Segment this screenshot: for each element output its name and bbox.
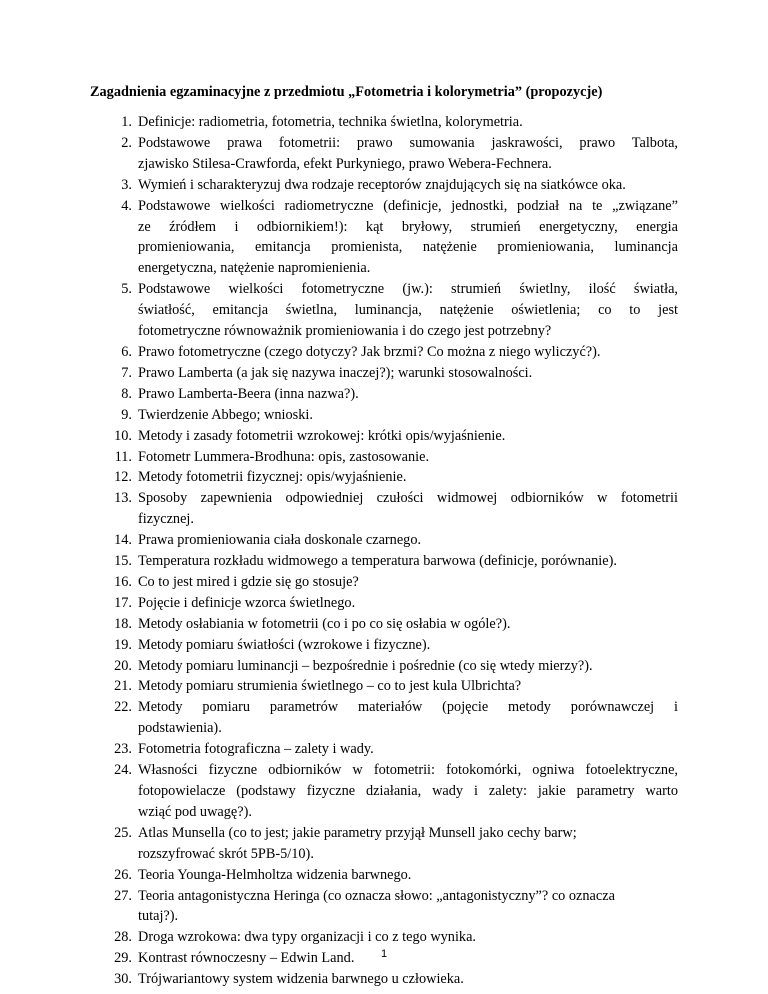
list-item xyxy=(98,614,678,635)
item-number: 18. xyxy=(114,615,132,632)
list-item xyxy=(98,656,678,677)
list-item xyxy=(98,823,678,865)
list-item xyxy=(98,342,678,363)
item-text-line: Prawo Lamberta-Beera (inna nazwa?). xyxy=(138,385,359,402)
item-text-line: Podstawowe wielkości fotometryczne (jw.): strumień świetlny, ilość światła, xyxy=(138,281,678,298)
item-number: 19. xyxy=(114,636,132,653)
item-text-line: Własności fizyczne odbiorników w fotometrii: fotokomórki, ogniwa fotoelektryczne, xyxy=(138,762,678,779)
item-number: 11. xyxy=(114,448,132,465)
list-item xyxy=(98,133,678,175)
item-text-line: wziąć pod uwagę?). xyxy=(138,803,252,820)
list-item xyxy=(98,760,678,823)
item-number: 5. xyxy=(121,281,132,298)
item-text-line: Definicje: radiometria, fotometria, technika świetlna, kolorymetria. xyxy=(138,114,523,130)
item-text-line: fotopowielacze (podstawy fizyczne działania, wady i zalety: jakie parametry warto xyxy=(138,783,678,799)
list-item xyxy=(98,927,678,948)
item-text-line: Metody i zasady fotometrii wzrokowej: krótki opis/wyjaśnienie. xyxy=(138,427,506,444)
item-number: 8. xyxy=(121,385,132,402)
item-text-line: promieniowania, emitancja promienista, natężenie promieniowania, luminancja xyxy=(138,239,678,256)
item-text-line: Teoria Younga-Helmholtza widzenia barwnego. xyxy=(138,866,412,883)
item-text-line: Fotometria fotograficzna – zalety i wady. xyxy=(138,741,374,758)
list-item xyxy=(98,196,678,280)
item-number: 16. xyxy=(114,573,132,590)
item-number: 15. xyxy=(114,553,132,570)
item-text-line: fizycznej. xyxy=(138,511,194,528)
item-text-line: Twierdzenie Abbego; wnioski. xyxy=(138,406,313,423)
item-text-line: Podstawowe wielkości radiometryczne (definicje, jednostki, podział na te „związane” xyxy=(138,197,678,214)
list-item xyxy=(98,488,678,530)
item-text-line: tutaj?). xyxy=(138,908,179,925)
list-item xyxy=(98,969,678,990)
item-number: 21. xyxy=(114,678,132,695)
item-number: 12. xyxy=(114,469,132,486)
item-text-line: Prawo Lamberta (a jak się nazywa inaczej?); warunki stosowalności. xyxy=(138,364,533,381)
item-number: 22. xyxy=(114,699,132,716)
item-text-line: Wymień i scharakteryzuj dwa rodzaje receptorów znajdujących się na siatkówce oka. xyxy=(138,176,626,193)
item-number: 9. xyxy=(121,406,132,423)
list-item xyxy=(98,676,678,697)
item-number: 3. xyxy=(121,176,132,193)
item-text-line: fotometryczne równoważnik promieniowania i do czego jest potrzebny? xyxy=(138,323,552,340)
item-text-line: Metody osłabiania w fotometrii (co i po co się osłabia w ogóle?). xyxy=(138,615,511,632)
item-text-line: Kontrast równoczesny – Edwin Land. xyxy=(138,950,355,967)
item-number: 7. xyxy=(121,364,132,381)
item-text-line: Temperatura rozkładu widmowego a temperatura barwowa (definicje, porównanie). xyxy=(138,553,617,570)
item-number: 28. xyxy=(114,929,132,946)
list-item xyxy=(98,551,678,572)
item-text-line: Metody pomiaru strumienia świetlnego – co to jest kula Ulbrichta? xyxy=(138,678,522,695)
item-text-line: energetyczna, natężenie napromienienia. xyxy=(138,260,371,277)
item-number: 23. xyxy=(114,741,132,758)
list-item xyxy=(98,279,678,342)
list-item xyxy=(98,530,678,551)
item-text-line: Prawa promieniowania ciała doskonale czarnego. xyxy=(138,532,422,549)
item-text-line: Metody fotometrii fizycznej: opis/wyjaśnienie. xyxy=(138,469,407,486)
item-text-line: światłość, emitancja świetlna, luminancja, natężenie oświetlenia; co to jest xyxy=(138,302,678,319)
item-text-line: podstawienia). xyxy=(138,720,222,737)
item-number: 13. xyxy=(114,490,132,507)
item-text-line: Atlas Munsella (co to jest; jakie parametry przyjął Munsell jako cechy barw; xyxy=(138,824,577,841)
item-number: 6. xyxy=(121,343,132,360)
item-number: 20. xyxy=(114,657,132,674)
list-item xyxy=(98,405,678,426)
list-item xyxy=(98,593,678,614)
item-text-line: Droga wzrokowa: dwa typy organizacji i co z tego wynika. xyxy=(138,929,476,946)
item-number: 14. xyxy=(114,532,132,549)
item-text-line: Pojęcie i definicje wzorca świetlnego. xyxy=(138,594,356,611)
item-number: 26. xyxy=(114,866,132,883)
item-text-line: Metody pomiaru luminancji – bezpośrednie i pośrednie (co się wtedy mierzy?). xyxy=(138,657,593,674)
list-item xyxy=(98,572,678,593)
list-item xyxy=(98,175,678,196)
item-text-line: zjawisko Stilesa-Crawforda, efekt Purkyniego, prawo Webera-Fechnera. xyxy=(138,155,552,172)
item-text-line: Trójwariantowy system widzenia barwnego u człowieka. xyxy=(138,971,464,988)
list-item xyxy=(98,363,678,384)
item-number: 24. xyxy=(114,762,132,779)
list-item xyxy=(98,384,678,405)
item-number: 4. xyxy=(121,197,132,214)
list-item xyxy=(98,697,678,739)
list-item xyxy=(98,426,678,447)
item-text-line: Co to jest mired i gdzie się go stosuje? xyxy=(138,573,359,590)
item-text-line: Sposoby zapewnienia odpowiedniej czułości widmowej odbiorników w fotometrii xyxy=(138,490,678,507)
list-item xyxy=(98,112,678,133)
item-number: 25. xyxy=(114,824,132,841)
item-text-line: Fotometr Lummera-Brodhuna: opis, zastosowanie. xyxy=(138,448,430,465)
item-text-line: ze źródłem i odbiornikiem!): kąt bryłowy, strumień energetyczny, energia xyxy=(138,218,678,235)
item-number: 30. xyxy=(114,971,132,988)
list-item xyxy=(98,635,678,656)
item-number: 27. xyxy=(114,887,132,904)
page-number: 1 xyxy=(380,948,388,960)
list-item xyxy=(98,467,678,488)
item-number: 1. xyxy=(121,114,132,130)
item-number: 29. xyxy=(114,950,132,967)
list-item xyxy=(98,865,678,886)
item-text-line: Metody pomiaru światłości (wzrokowe i fizyczne). xyxy=(138,636,431,653)
list-item xyxy=(98,739,678,760)
item-number: 2. xyxy=(121,134,132,151)
item-text-line: Metody pomiaru parametrów materiałów (pojęcie metody porównawczej i xyxy=(138,699,678,716)
question-list xyxy=(98,112,678,990)
item-number: 10. xyxy=(114,427,132,444)
item-number: 17. xyxy=(114,594,132,611)
item-text-line: Teoria antagonistyczna Heringa (co oznacza słowo: „antagonistyczny”? co oznacza xyxy=(138,887,615,904)
list-item xyxy=(98,886,678,928)
page-title: Zagadnienia egzaminacyjne z przedmiotu „Fotometria i kolorymetria” (propozycje) xyxy=(90,84,603,100)
item-text-line: Podstawowe prawa fotometrii: prawo sumowania jaskrawości, prawo Talbota, xyxy=(138,134,678,151)
item-text-line: rozszyfrować skrót 5PB-5/10). xyxy=(138,845,314,862)
list-item xyxy=(98,447,678,468)
item-text-line: Prawo fotometryczne (czego dotyczy? Jak brzmi? Co można z niego wyliczyć?). xyxy=(138,343,601,360)
